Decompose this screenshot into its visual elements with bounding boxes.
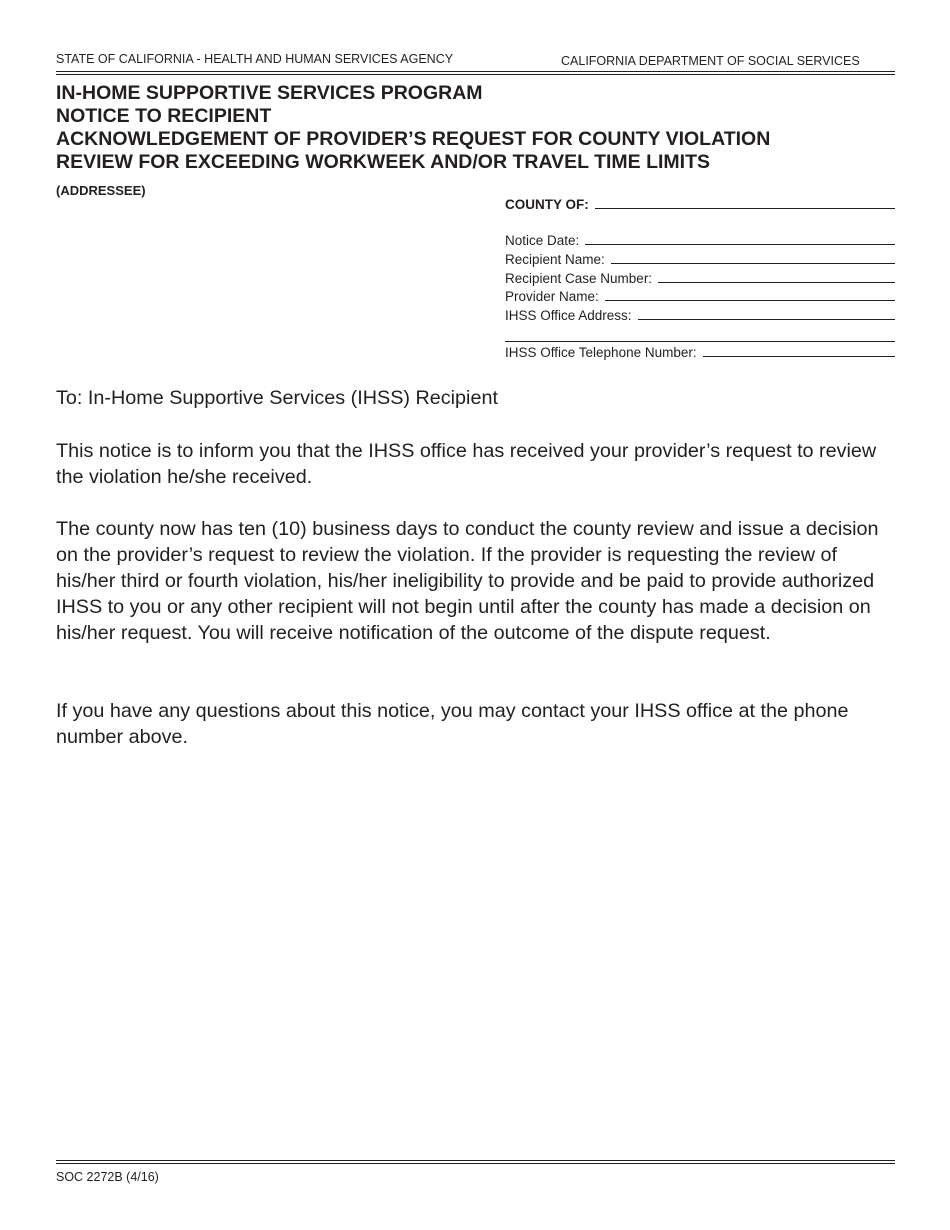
department-header: CALIFORNIA DEPARTMENT OF SOCIAL SERVICES (561, 54, 860, 68)
notice-date-label: Notice Date: (505, 233, 580, 248)
office-address-label: IHSS Office Address: (505, 308, 632, 323)
paragraph-county-review-text: The county now has ten (10) business days to conduct the county review and issue a decision on the provider’s request to review the violation. If the provider is requesting the review of his/her third or fourth violation, his/her ineligibility to provide and be paid to provide authorized IHSS to you or any other recipient will not begin until after the county has made a decision on his/her request. You will receive notification of the outcome of the dispute request. (56, 518, 879, 644)
county-label: COUNTY OF: (505, 197, 589, 212)
office-address-field[interactable] (505, 308, 895, 323)
recipient-case-number-field[interactable] (505, 271, 895, 286)
paragraph-received (56, 438, 891, 490)
addressee-label: (ADDRESSEE) (56, 183, 146, 198)
paragraph-received-text: This notice is to inform you that the IHSS office has received your provider’s request to review the violation he/she received. (56, 440, 877, 488)
recipient-name-field[interactable] (505, 252, 895, 267)
salutation: To: In-Home Supportive Services (IHSS) Recipient (56, 387, 498, 409)
provider-name-line (605, 299, 895, 301)
title-program: IN-HOME SUPPORTIVE SERVICES PROGRAM (56, 82, 483, 104)
recipient-case-number-label: Recipient Case Number: (505, 271, 653, 286)
title-notice: NOTICE TO RECIPIENT (56, 105, 272, 127)
office-phone-label: IHSS Office Telephone Number: (505, 345, 697, 360)
provider-name-field[interactable] (505, 289, 895, 304)
recipient-name-label: Recipient Name: (505, 252, 605, 267)
county-field[interactable] (505, 197, 895, 212)
office-phone-field[interactable] (505, 345, 895, 360)
recipient-name-line (611, 262, 895, 264)
paragraph-questions (56, 698, 866, 750)
document-title (56, 82, 770, 174)
title-review: REVIEW FOR EXCEEDING WORKWEEK AND/OR TRAVEL TIME LIMITS (56, 151, 710, 173)
office-address-line (638, 318, 895, 320)
agency-header: STATE OF CALIFORNIA - HEALTH AND HUMAN SERVICES AGENCY (56, 52, 454, 66)
title-acknowledgement: ACKNOWLEDGEMENT OF PROVIDER’S REQUEST FOR COUNTY VIOLATION (56, 128, 771, 150)
footer-rule-top (56, 1160, 895, 1161)
form-id: SOC 2272B (4/16) (56, 1170, 159, 1184)
provider-name-label: Provider Name: (505, 289, 599, 304)
notice-date-line (585, 243, 895, 245)
paragraph-county-review (56, 516, 888, 646)
notice-date-field[interactable] (505, 233, 895, 248)
header-rule-bottom (56, 74, 895, 75)
office-phone-line (703, 355, 895, 357)
office-address-second-line[interactable] (505, 341, 895, 342)
paragraph-questions-text: If you have any questions about this notice, you may contact your IHSS office at the phone number above. (56, 700, 849, 748)
header-rule-top (56, 71, 895, 72)
recipient-case-number-line (658, 281, 895, 283)
county-line (595, 207, 895, 209)
footer-rule-bottom (56, 1163, 895, 1164)
